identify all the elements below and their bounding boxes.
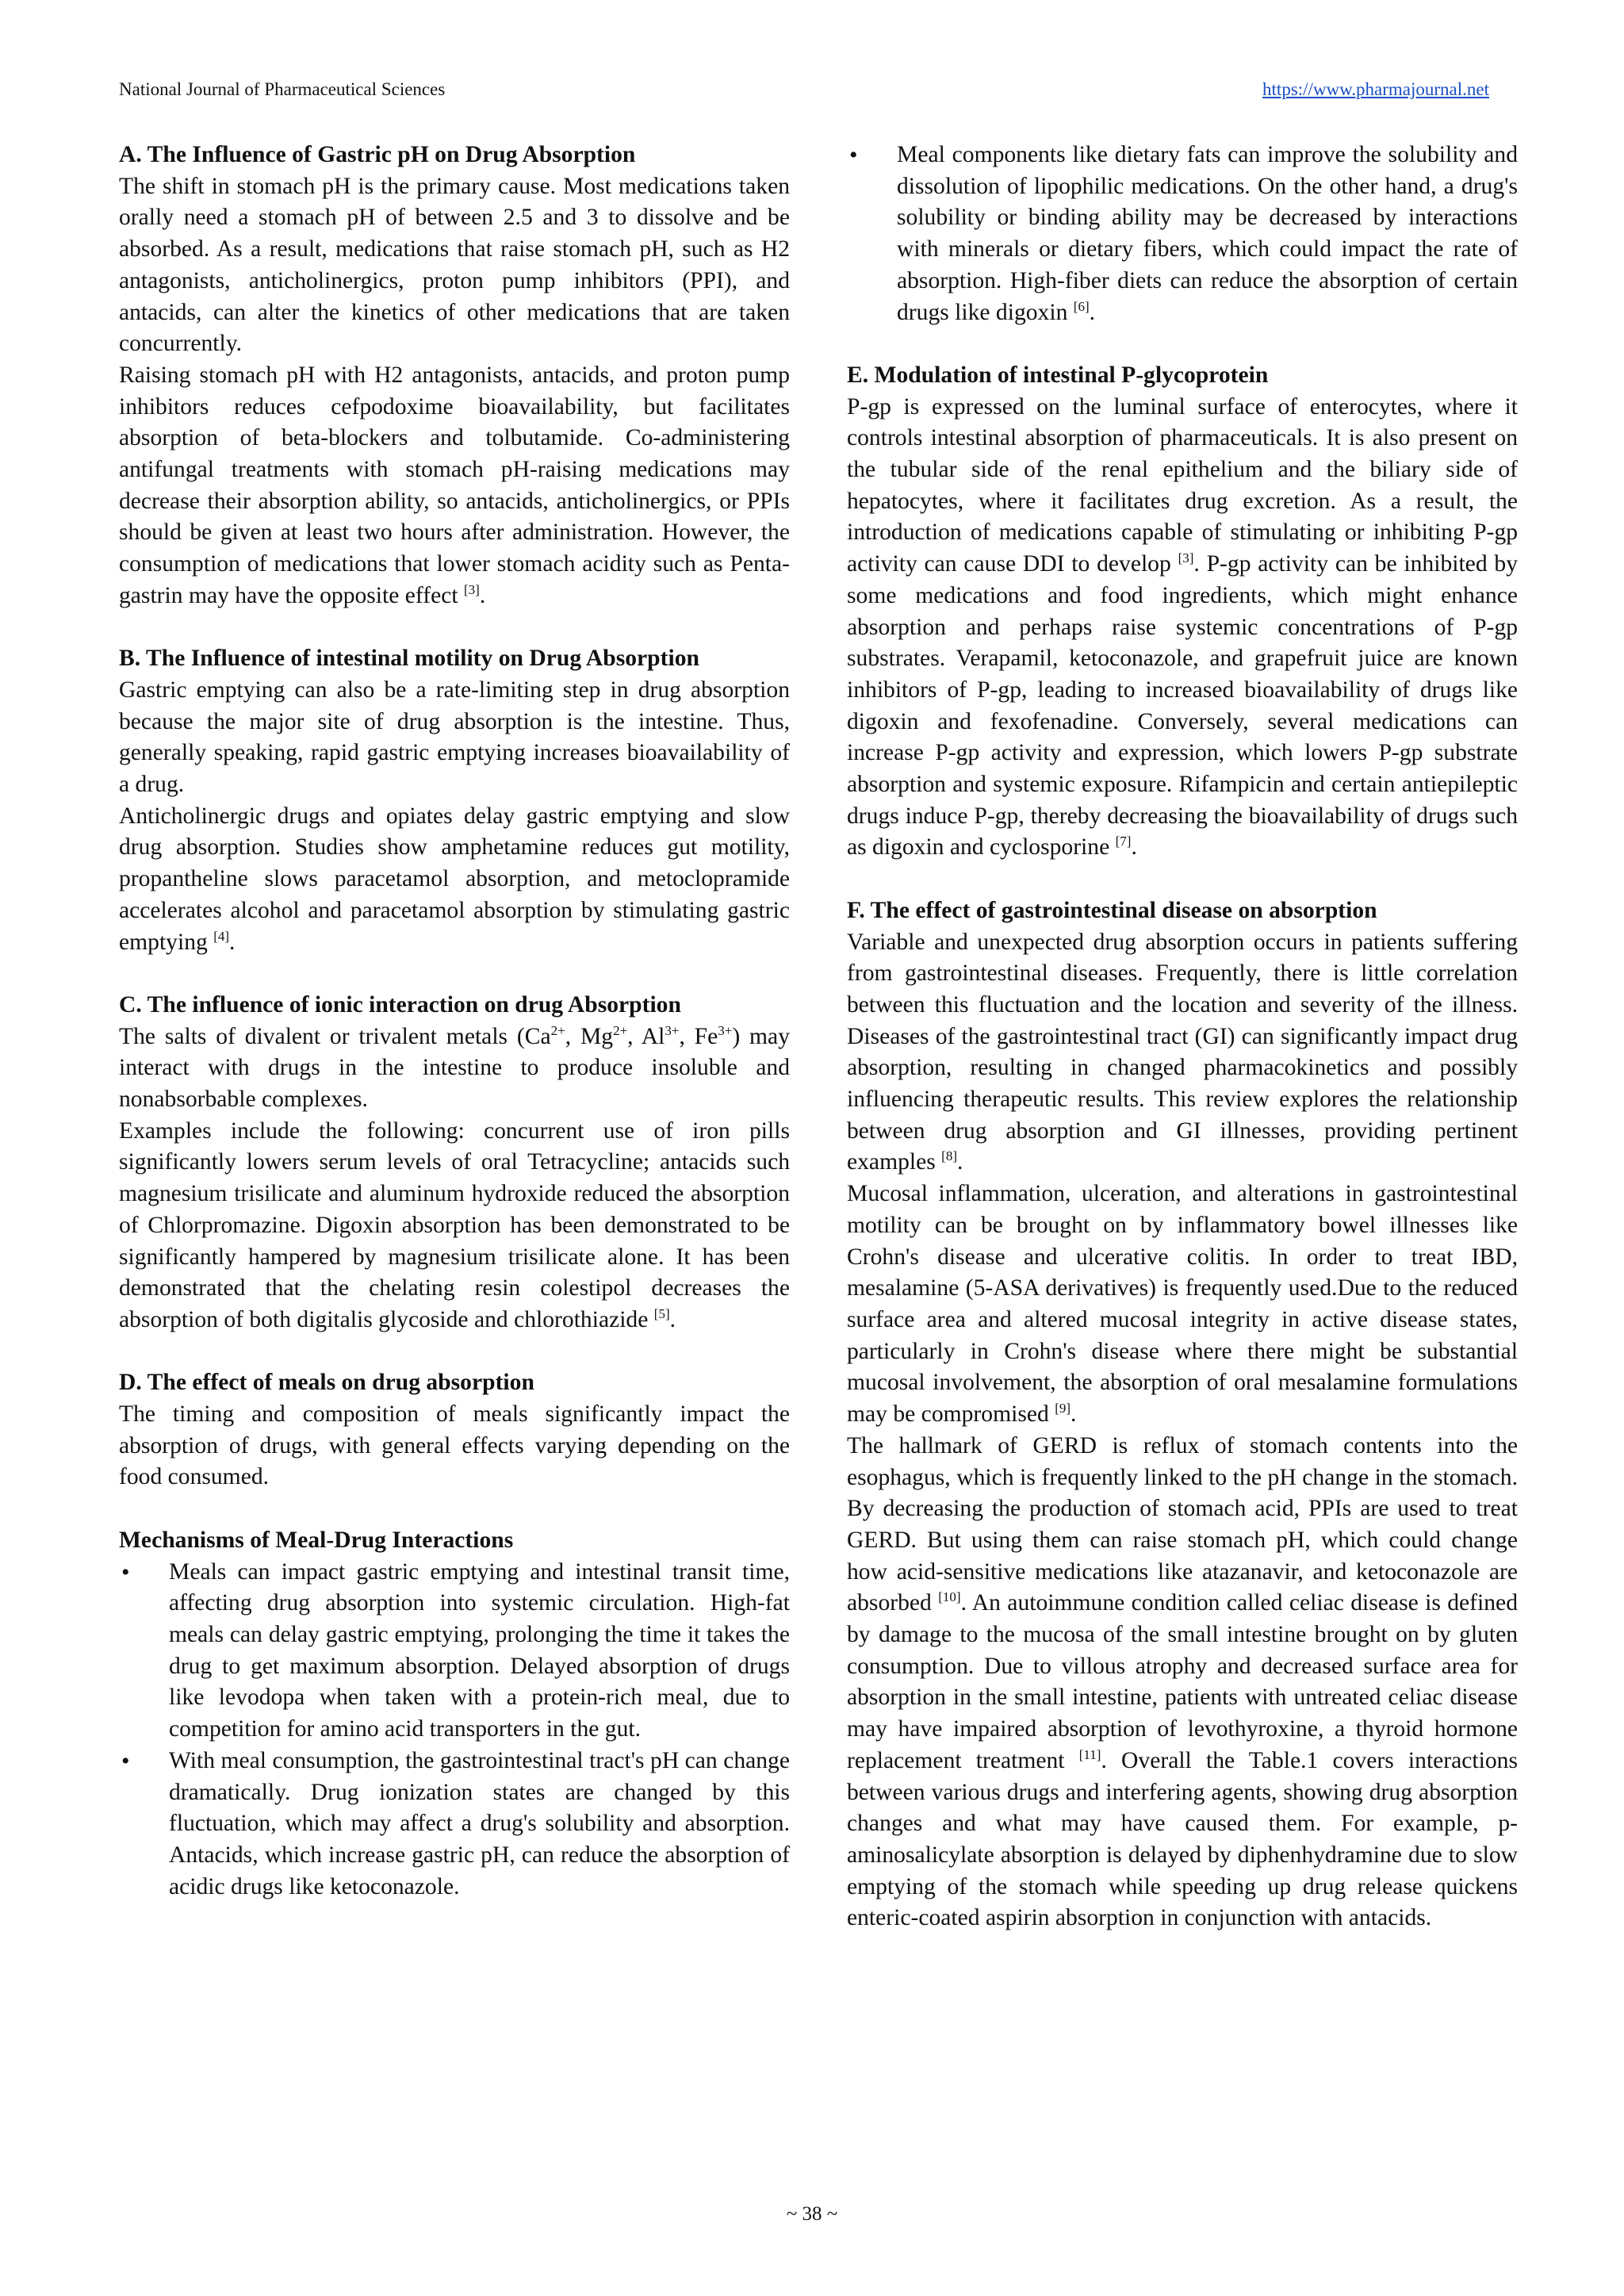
citation: [3] [464, 581, 480, 597]
citation: [5] [653, 1306, 670, 1322]
section-c-paragraph-1: The salts of divalent or trivalent metals ($Ca^{2+}$, $Mg^{2+}$, $Al^{3+}$, $Fe^{3+}$) may interact with drugs in the intestine to produce insoluble and nonabsorbable complexes. [119, 1022, 790, 1113]
right-column [847, 140, 1518, 1934]
section-e-heading: E. Modulation of intestinal P-glycoprotein [847, 362, 1269, 388]
mechanisms-list [119, 1557, 790, 1903]
citation: [11] [1078, 1746, 1101, 1762]
citation: [7] [1115, 834, 1132, 849]
citation: [8] [941, 1148, 957, 1164]
section-a-paragraph-1: The shift in stomach pH is the primary cause. Most medications taken orally need a stomach pH of between 2.5 and 3 to dissolve and be absorbed. As a result, medications that raise stomach pH, such as H2 antagonists, anticholinergics, proton pump inhibitors (PPI), and antacids, can alter the kinetics of other medications that are taken concurrently. [119, 173, 790, 357]
list-item: • Meal components like dietary fats can improve the solubility and dissolution of lipophilic medications. On the other hand, a drug's solubility or binding ability may be decreased by interactions with minerals or dietary fibers, which could impact the rate of absorption. High-fiber diets can reduce the absorption of certain drugs like digoxin [6]. [847, 140, 1518, 328]
left-column [119, 140, 790, 1903]
citation: [3] [1178, 550, 1194, 566]
citation: [4] [213, 928, 230, 944]
section-b-paragraph-2: Anticholinergic drugs and opiates delay gastric emptying and slow drug absorption. Studies show amphetamine reduces gut motility, propantheline slows paracetamol absorption, and metoclopramide accelerates alcohol and paracetamol absorption by stimulating gastric emptying [4]. [119, 803, 790, 955]
section-e-paragraph-1: P-gp is expressed on the luminal surface of enterocytes, where it controls intestinal absorption of pharmaceuticals. It is also present on the tubular side of the renal epithelium and the biliary side of hepatocytes, where it facilitates drug excretion. As a result, the introduction of medications capable of stimulating or inhibiting P-gp activity can cause DDI to develop [3]. P-gp activity can be inhibited by some medications and food ingredients, which might enhance absorption and perhaps raise systemic concentrations of P-gp substrates. Verapamil, ketoconazole, and grapefruit juice are known inhibitors of P-gp, leading to increased bioavailability of drugs like digoxin and fexofenadine. Conversely, several medications can increase P-gp activity and expression, which lowers P-gp substrate absorption and systemic exposure. Rifampicin and certain antiepileptic drugs induce P-gp, thereby decreasing the bioavailability of drugs such as digoxin and cyclosporine [7]. [847, 393, 1518, 861]
citation: [6] [1073, 298, 1090, 314]
section-f-paragraph-1: Variable and unexpected drug absorption occurs in patients suffering from gastrointestinal diseases. Frequently, there is little correlation between this fluctuation and the location and severity of the illness. Diseases of the gastrointestinal tract (GI) can significantly impact drug absorption, resulting in changed pharmacokinetics and possibly influencing therapeutic results. This review explores the relationship between drug absorption and GI illnesses, providing pertinent examples [8]. [847, 929, 1518, 1175]
page-number: ~ 38 ~ [786, 2203, 838, 2225]
section-c-paragraph-2: Examples include the following: concurrent use of iron pills significantly lowers serum levels of oral Tetracycline; antacids such magnesium trisilicate and aluminum hydroxide reduced the absorption of Chlorpromazine. Digoxin absorption has been demonstrated to be significantly hampered by magnesium trisilicate alone. It has been demonstrated that the chelating resin colestipol decreases the absorption of both digitalis glycoside and chlorothiazide [5]. [119, 1117, 790, 1332]
section-b-paragraph-1: Gastric emptying can also be a rate-limiting step in drug absorption because the major site of drug absorption is the intestine. Thus, generally speaking, rapid gastric emptying increases bioavailability of a drug. [119, 677, 790, 798]
section-f-paragraph-2: Mucosal inflammation, ulceration, and alterations in gastrointestinal motility can be brought on by inflammatory bowel illnesses like Crohn's disease and ulcerative colitis. In order to treat IBD, mesalamine (5-ASA derivatives) is frequently used.Due to the reduced surface area and altered mucosal integrity in active disease states, particularly in Crohn's disease where there might be substantial mucosal involvement, the absorption of oral mesalamine formulations may be compromised [9]. [847, 1181, 1518, 1428]
citation: [9] [1055, 1401, 1071, 1416]
mechanisms-list-continued [847, 140, 1518, 328]
section-b-heading: B. The Influence of intestinal motility on Drug Absorption [119, 646, 699, 672]
mechanisms-heading: Mechanisms of Meal-Drug Interactions [119, 1527, 514, 1553]
list-item: • With meal consumption, the gastrointestinal tract's pH can change dramatically. Drug ionization states are changed by this fluctuation, which may affect a drug's solubility and absorption. Antacids, which increase gastric pH, can reduce the absorption of acidic drugs like ketoconazole. [119, 1746, 790, 1903]
section-d-paragraph-1: The timing and composition of meals significantly impact the absorption of drugs, with general effects varying depending on the food consumed. [119, 1401, 790, 1490]
section-f-paragraph-3: The hallmark of GERD is reflux of stomach contents into the esophagus, which is frequently linked to the pH change in the stomach. By decreasing the production of stomach acid, PPIs are used to treat GERD. But using them can raise stomach pH, which could change how acid-sensitive medications like atazanavir, and ketoconazole are absorbed [10]. An autoimmune condition called celiac disease is defined by damage to the mucosa of the small intestine brought on by gluten consumption. Due to villous atrophy and decreased surface area for absorption in the small intestine, patients with untreated celiac disease may have impaired absorption of levothyroxine, a thyroid hormone replacement treatment [11]. Overall the Table.1 covers interactions between various drugs and interfering agents, showing drug absorption changes and what may have caused them. For example, p-aminosalicylate absorption is delayed by diphenhydramine due to slow emptying of the stomach while speeding up drug release quickens enteric-coated aspirin absorption in conjunction with antacids. [847, 1432, 1518, 1931]
section-a-heading: A. The Influence of Gastric pH on Drug Absorption [119, 142, 636, 167]
list-item: • Meals can impact gastric emptying and intestinal transit time, affecting drug absorption into systemic circulation. High-fat meals can delay gastric emptying, prolonging the time it takes the drug to get maximum absorption. Delayed absorption of drugs like levodopa when taken with a protein-rich meal, due to competition for amino acid transporters in the gut. [119, 1557, 790, 1746]
section-a-paragraph-2: Raising stomach pH with H2 antagonists, antacids, and proton pump inhibitors reduces cefpodoxime bioavailability, but facilitates absorption of beta-blockers and tolbutamide. Co-administering antifungal treatments with stomach pH-raising medications may decrease their absorption ability, so antacids, anticholinergics, or PPIs should be given at least two hours after administration. However, the consumption of medications that lower stomach acidity such as Penta-gastrin may have the opposite effect [3]. [119, 362, 790, 608]
journal-name: National Journal of Pharmaceutical Sciences [119, 79, 446, 99]
section-c-heading: C. The influence of ionic interaction on drug Absorption [119, 991, 681, 1018]
section-d-heading: D. The effect of meals on drug absorption [119, 1370, 534, 1396]
citation: [10] [938, 1589, 961, 1605]
journal-url-link[interactable]: https://www.pharmajournal.net [1262, 79, 1489, 99]
section-f-heading: F. The effect of gastrointestinal disease on absorption [847, 897, 1377, 923]
